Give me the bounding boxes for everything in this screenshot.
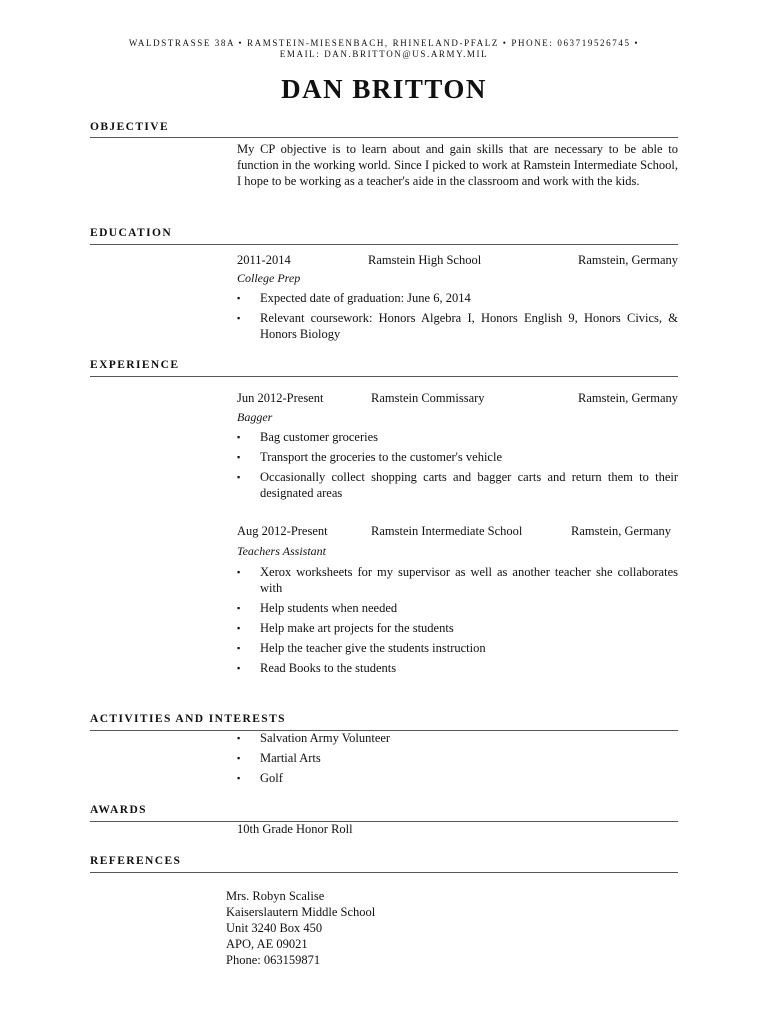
list-item-text: Expected date of graduation: June 6, 2014 — [260, 291, 471, 305]
list-item-text: Xerox worksheets for my supervisor as well as another teacher she collaborates with — [260, 565, 678, 595]
list-item-text: Help the teacher give the students instruction — [260, 641, 486, 655]
experience-divider — [90, 376, 678, 377]
contact-address-line: WALDSTRASSE 38A • RAMSTEIN-MIESENBACH, RHINELAND-PFALZ • PHONE: 063719526745 • — [128, 38, 640, 48]
objective-heading: OBJECTIVE — [90, 121, 170, 133]
education-location: Ramstein, Germany — [578, 253, 678, 267]
list-item — [237, 770, 678, 786]
experience-entry-row — [237, 391, 678, 407]
list-item — [237, 469, 678, 501]
bullet-icon: ▪ — [237, 432, 241, 442]
resume-name: DAN BRITTON — [281, 74, 487, 104]
experience-location: Ramstein, Germany — [571, 524, 671, 538]
list-item — [237, 620, 678, 636]
education-dates: 2011-2014 — [237, 253, 291, 267]
experience-employer: Ramstein Intermediate School — [371, 524, 523, 538]
objective-text: My CP objective is to learn about and gain skills that are necessary to be able to function in the working world. Since I picked to work at Ramstein Intermediate School, I hope to be working as a teacher's aide in the classroom and work with the kids. — [237, 142, 678, 188]
experience-entry-row — [237, 524, 671, 540]
education-school: Ramstein High School — [368, 253, 482, 267]
education-heading: EDUCATION — [90, 227, 173, 239]
references-divider — [90, 872, 678, 873]
list-item — [237, 750, 678, 766]
reference-phone: Phone: 063159871 — [226, 953, 321, 967]
bullet-icon: ▪ — [237, 773, 241, 783]
list-item — [237, 730, 678, 746]
bullet-icon: ▪ — [237, 567, 241, 577]
list-item-text: Martial Arts — [260, 751, 321, 765]
list-item — [237, 310, 678, 342]
list-item — [237, 564, 678, 596]
awards-divider — [90, 821, 678, 822]
bullet-icon: ▪ — [237, 753, 241, 763]
bullet-icon: ▪ — [237, 603, 241, 613]
references-heading: REFERENCES — [90, 855, 182, 867]
reference-name: Mrs. Robyn Scalise — [226, 889, 325, 903]
bullet-icon: ▪ — [237, 733, 241, 743]
experience-heading: EXPERIENCE — [90, 359, 180, 371]
reference-address-line: Unit 3240 Box 450 — [226, 921, 323, 935]
list-item-text: Transport the groceries to the customer's vehicle — [260, 450, 503, 464]
experience-dates: Aug 2012-Present — [237, 524, 328, 538]
list-item — [237, 429, 678, 445]
list-item-text: Bag customer groceries — [260, 430, 379, 444]
list-item-text: Occasionally collect shopping carts and bagger carts and return them to their designated areas — [260, 470, 678, 500]
activities-heading: ACTIVITIES AND INTERESTS — [90, 713, 286, 725]
award-item: 10th Grade Honor Roll — [237, 822, 353, 836]
list-item — [237, 600, 678, 616]
bullet-icon: ▪ — [237, 623, 241, 633]
reference-city-line: APO, AE 09021 — [226, 937, 308, 951]
bullet-icon: ▪ — [237, 452, 241, 462]
experience-job-title: Bagger — [237, 410, 273, 424]
list-item-text: Help students when needed — [260, 601, 398, 615]
list-item-text: Relevant coursework: Honors Algebra I, Honors English 9, Honors Civics, & Honors Biology — [260, 311, 678, 341]
list-item — [237, 640, 678, 656]
experience-dates: Jun 2012-Present — [237, 391, 324, 405]
bullet-icon: ▪ — [237, 313, 241, 323]
bullet-icon: ▪ — [237, 643, 241, 653]
experience-job-title: Teachers Assistant — [237, 544, 327, 558]
experience-employer: Ramstein Commissary — [371, 391, 485, 405]
list-item-text: Help make art projects for the students — [260, 621, 454, 635]
education-divider — [90, 244, 678, 245]
list-item — [237, 449, 678, 465]
education-program: College Prep — [237, 271, 301, 285]
bullet-icon: ▪ — [237, 663, 241, 673]
bullet-icon: ▪ — [237, 293, 241, 303]
list-item — [237, 290, 678, 306]
education-entry-row — [237, 253, 678, 269]
objective-divider — [90, 137, 678, 138]
list-item-text: Golf — [260, 771, 283, 785]
list-item — [237, 660, 678, 676]
awards-heading: AWARDS — [90, 804, 147, 816]
reference-organization: Kaiserslautern Middle School — [226, 905, 376, 919]
list-item-text: Salvation Army Volunteer — [260, 731, 391, 745]
list-item-text: Read Books to the students — [260, 661, 397, 675]
bullet-icon: ▪ — [237, 472, 241, 482]
experience-location: Ramstein, Germany — [578, 391, 678, 405]
contact-email-line: EMAIL: DAN.BRITTON@US.ARMY.MIL — [279, 49, 489, 59]
